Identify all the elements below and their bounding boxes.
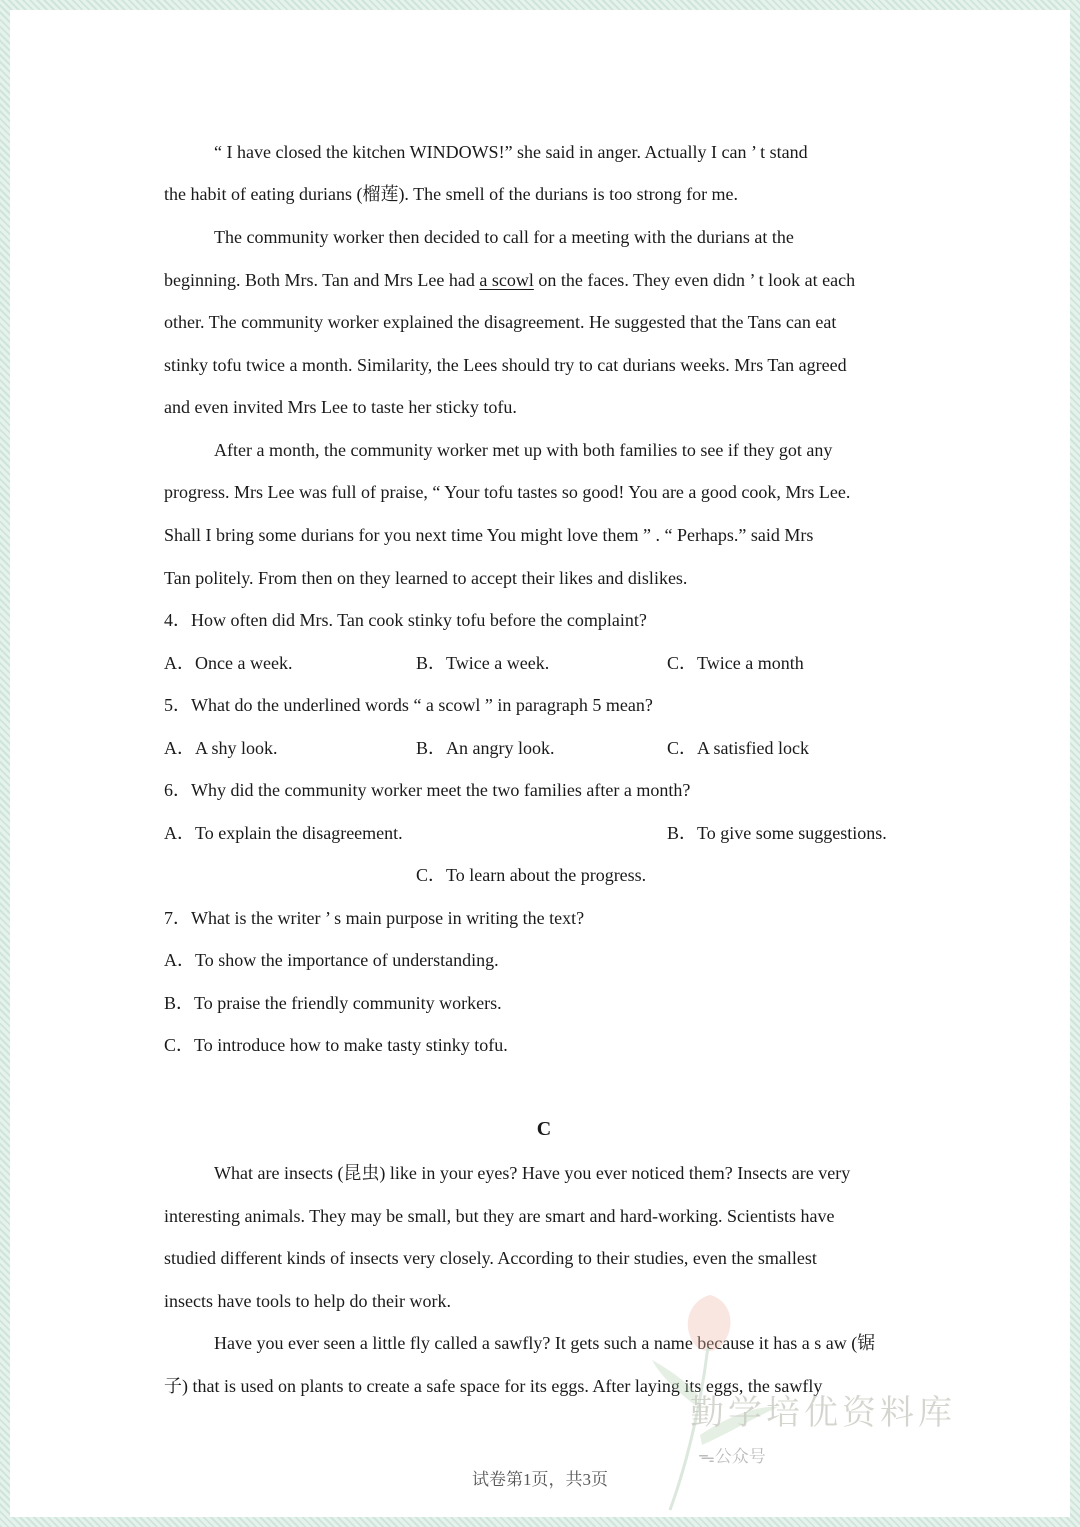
passage-c-line: studied different kinds of insects very closely. According to their studies, even the smallest (164, 1248, 817, 1268)
q4-option-a: A．Once a week. (164, 653, 293, 673)
watermark-sub (698, 1442, 766, 1467)
q4-option-b: B．Twice a week. (416, 653, 550, 673)
passage-c-line: insects have tools to help do their work. (164, 1291, 451, 1311)
text-before: beginning. Both Mrs. Tan and Mrs Lee had (164, 270, 480, 290)
passage-c-line: What are insects (昆虫) like in your eyes? Have you ever noticed them? Insects are very (214, 1163, 851, 1183)
q5-option-b: B．An angry look. (416, 738, 555, 758)
underlined-words: a scowl (479, 270, 534, 290)
passage-line: and even invited Mrs Lee to taste her sticky tofu. (164, 397, 517, 417)
passage-c-line: 子) that is used on plants to create a safe space for its eggs. After laying its eggs, the sawfly (164, 1376, 823, 1396)
question-5-stem: 5．What do the underlined words “ a scowl ” in paragraph 5 mean? (164, 695, 653, 715)
passage-line: other. The community worker explained the disagreement. He suggested that the Tans can eat (164, 312, 837, 332)
q7-option-b: B．To praise the friendly community workers. (164, 993, 502, 1013)
question-4-stem: 4．How often did Mrs. Tan cook stinky tofu before the complaint? (164, 610, 647, 630)
question-6-stem: 6．Why did the community worker meet the two families after a month? (164, 780, 691, 800)
q6-option-b: B．To give some suggestions. (667, 823, 887, 843)
passage-line: stinky tofu twice a month. Similarity, the Lees should try to cat durians weeks. Mrs Tan agreed (164, 355, 847, 375)
q5-option-c: C．A satisfied lock (667, 738, 809, 758)
passage-line: Shall I bring some durians for you next time You might love them ” . “ Perhaps.” said Mrs (164, 525, 814, 545)
passage-c-line: interesting animals. They may be small, but they are smart and hard-working. Scientists have (164, 1206, 835, 1226)
passage-line: “ I have closed the kitchen WINDOWS!” she said in anger. Actually I can ’ t stand (214, 142, 808, 162)
section-heading: C (536, 1118, 552, 1140)
q7-option-a: A．To show the importance of understanding. (164, 950, 499, 970)
q7-option-c: C．To introduce how to make tasty stinky tofu. (164, 1035, 508, 1055)
q6-option-a: A．To explain the disagreement. (164, 823, 403, 843)
q4-option-c: C．Twice a month (667, 653, 804, 673)
watermark-logo: 勤学培优资料库 (690, 1393, 956, 1433)
passage-c-line: Have you ever seen a little fly called a sawfly? It gets such a name because it has a s aw (锯 (214, 1333, 876, 1353)
passage-line: The community worker then decided to call for a meeting with the durians at the (214, 227, 794, 247)
watermark-sub-text: 公众号 (714, 1447, 766, 1467)
text-after: on the faces. They even didn ’ t look at each (533, 270, 856, 290)
passage-line: Tan politely. From then on they learned to accept their likes and dislikes. (164, 568, 688, 588)
page-footer: 试卷第1页，共3页 (472, 1470, 608, 1489)
passage-line-scowl (164, 268, 855, 292)
q6-option-c: C．To learn about the progress. (416, 865, 647, 885)
wechat-icon: ᯓ (698, 1447, 715, 1467)
passage-line: progress. Mrs Lee was full of praise, “ Your tofu tastes so good! You are a good cook, Mrs Lee. (164, 482, 851, 502)
q5-option-a: A．A shy look. (164, 738, 278, 758)
exam-page (10, 10, 1070, 1517)
passage-line: After a month, the community worker met up with both families to see if they got any (214, 440, 833, 460)
passage-line: the habit of eating durians (榴莲). The smell of the durians is too strong for me. (164, 184, 739, 204)
question-7-stem: 7．What is the writer ’ s main purpose in writing the text? (164, 908, 585, 928)
